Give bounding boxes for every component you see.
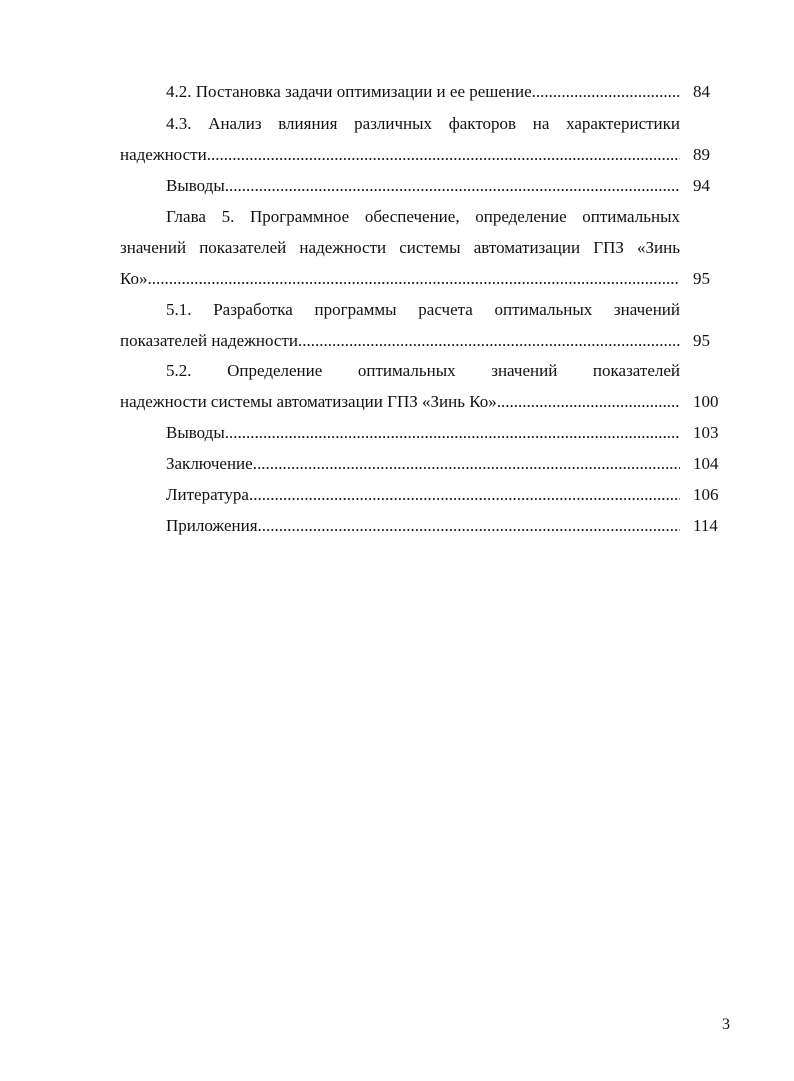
toc-entry-title: Выводы	[166, 423, 225, 442]
toc-entry-title-cont: Ко»	[120, 269, 148, 288]
toc-entry-line	[120, 263, 680, 294]
toc-entry-line	[120, 325, 680, 356]
toc-entry-line	[120, 232, 680, 263]
toc-entry-title: Заключение	[166, 454, 253, 473]
toc-entry-line	[120, 417, 680, 448]
toc-entry-line	[120, 355, 680, 386]
toc-entry-conclusions-5	[120, 417, 720, 448]
toc-entry-title: Литература	[166, 485, 249, 504]
toc-entry-5-1	[120, 294, 720, 356]
toc-entry-title: 4.3. Анализ влияния различных факторов на характеристики	[166, 114, 680, 133]
toc-entry-line	[120, 201, 680, 232]
toc-entry-title: Выводы	[166, 176, 225, 195]
toc-entry-chapter-5	[120, 201, 720, 294]
toc-entry-title-cont: надежности	[120, 145, 207, 164]
toc-entry-title-cont: значений показателей надежности системы автоматизации ГПЗ «Зинь	[120, 238, 680, 257]
toc-entry-conclusions-4	[120, 170, 720, 201]
toc-entry-final-conclusion	[120, 448, 720, 479]
toc-entry-page: 114	[693, 516, 718, 535]
toc-entry-page: 95	[693, 269, 710, 288]
toc-entry-references	[120, 479, 720, 510]
toc-entry-title: 5.1. Разработка программы расчета оптимальных значений	[166, 300, 680, 319]
toc-entry-line	[120, 170, 680, 201]
toc-entry-page: 103	[693, 423, 719, 442]
toc-entry-line	[120, 448, 680, 479]
toc-entry-page: 100	[693, 392, 719, 411]
toc-entry-line	[120, 139, 680, 170]
toc-entry-line	[120, 510, 680, 541]
toc-entry-line	[120, 76, 680, 107]
toc-entry-line	[120, 479, 680, 510]
toc-entry-4-3	[120, 108, 720, 170]
toc-entry-page: 84	[693, 82, 710, 101]
toc-entry-title-cont: надежности системы автоматизации ГПЗ «Зинь Ко»	[120, 392, 497, 411]
toc-entry-page: 104	[693, 454, 719, 473]
page-number: 3	[722, 1016, 730, 1033]
toc-entry-page: 106	[693, 485, 719, 504]
toc-entry-4-2	[120, 76, 720, 107]
toc-entry-page: 95	[693, 331, 710, 350]
toc-entry-line	[120, 108, 680, 139]
toc-entry-line	[120, 386, 680, 417]
toc-entry-page: 89	[693, 145, 710, 164]
toc-entry-line	[120, 294, 680, 325]
toc-entry-5-2	[120, 355, 720, 417]
toc-entry-title: 5.2. Определение оптимальных значений показателей	[166, 361, 680, 380]
toc-entry-title: Приложения	[166, 516, 258, 535]
toc-entry-title: Глава 5. Программное обеспечение, определение оптимальных	[166, 207, 680, 226]
toc-entry-title: 4.2. Постановка задачи оптимизации и ее решение	[166, 82, 532, 101]
toc-entry-appendices	[120, 510, 720, 541]
toc-entry-page: 94	[693, 176, 710, 195]
toc-entry-title-cont: показателей надежности	[120, 331, 298, 350]
